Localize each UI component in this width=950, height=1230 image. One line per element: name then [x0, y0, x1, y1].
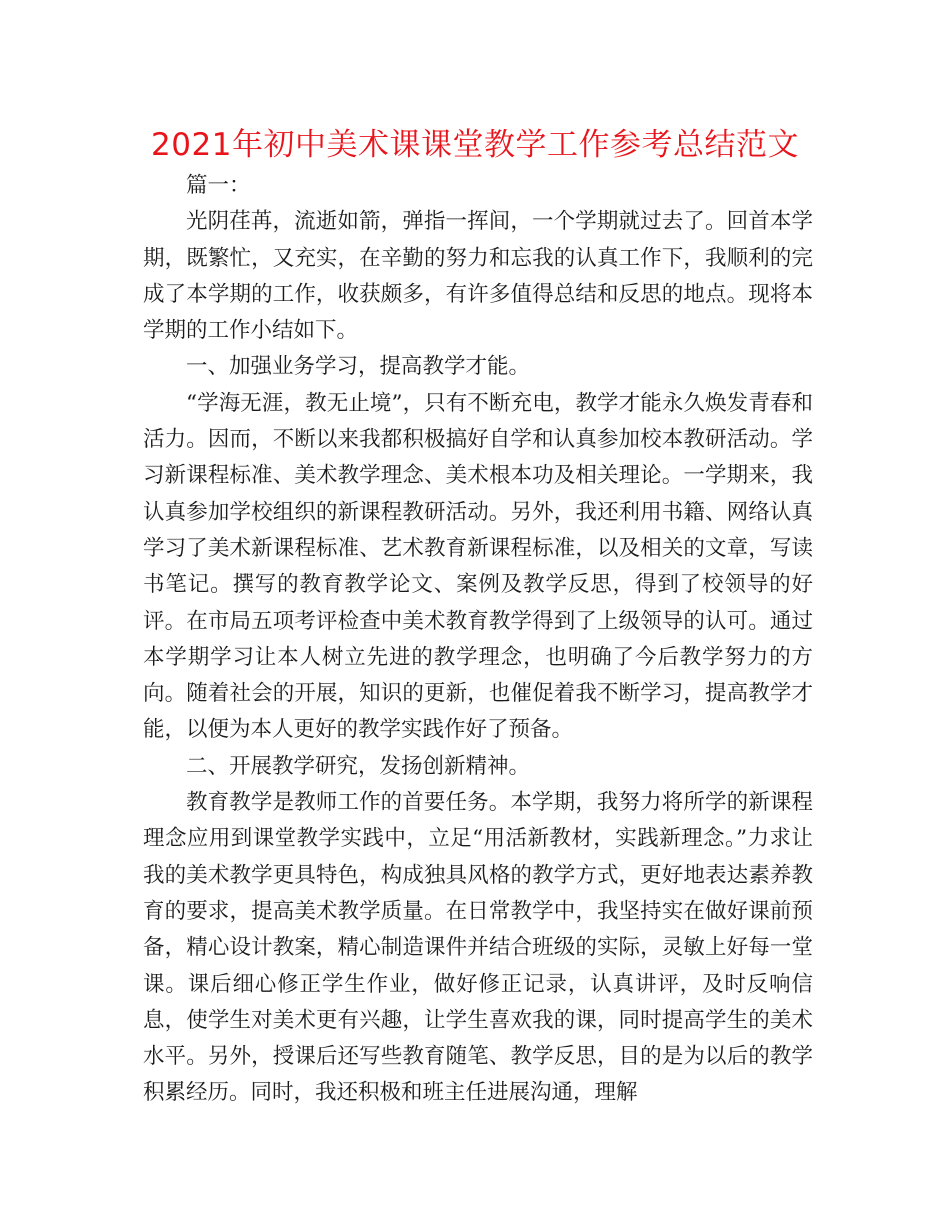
document-title: 2021年初中美术课课堂教学工作参考总结范文: [151, 127, 799, 163]
paragraph-section-1: “学海无涯，教无止境”，只有不断充电，教学才能永久焕发青春和活力。因而，不断以来我都积极搞好自学和认真参加校本教研活动。学习新课程标准、美术教学理念、美术根本功及相关理论。一学期来，我认真参加学校组织的新课程教研活动。另外，我还利用书籍、网络认真学习了美术新课程标准、艺术教育新课程标准，以及相关的文章，写读书笔记。撰写的教育教学论文、案例及教学反思，得到了校领导的好评。在市局五项考评检查中美术教育教学得到了上级领导的认可。通过本学期学习让本人树立先进的教学理念，也明确了今后教学努力的方向。随着社会的开展，知识的更新，也催促着我不断学习，提高教学才能，以便为本人更好的教学实践作好了预备。: [143, 390, 813, 743]
document-body: [143, 168, 813, 1112]
section-heading-2: 二、开展教学研究，发扬创新精神。: [186, 753, 531, 779]
paragraph-heading-part-one: 篇一：: [186, 173, 251, 198]
section-heading-1: 一、加强业务学习，提高教学才能。: [186, 354, 531, 380]
paragraph-intro: 光阴荏苒，流逝如箭，弹指一挥间，一个学期就过去了。回首本学期，既繁忙，又充实，在辛勤的努力和忘我的认真工作下，我顺利的完成了本学期的工作，收获颇多，有许多值得总结和反思的地点。现将本学期的工作小结如下。: [143, 209, 813, 344]
paragraph-section-2: 教育教学是教师工作的首要任务。本学期，我努力将所学的新课程理念应用到课堂教学实践中，立足“用活新教材，实践新理念。”力求让我的美术教学更具特色，构成独具风格的教学方式，更好地表达素养教育的要求，提高美术教学质量。在日常教学中，我坚持实在做好课前预备，精心设计教案，精心制造课件并结合班级的实际，灵敏上好每一堂课。课后细心修正学生作业，做好修正记录，认真讲评，及时反响信息，使学生对美术更有兴趣，让学生喜欢我的课，同时提高学生的美术水平。另外，授课后还写些教育随笔、教学反思，目的是为以后的教学积累经历。同时，我还积极和班主任进展沟通，理解: [143, 790, 813, 1106]
